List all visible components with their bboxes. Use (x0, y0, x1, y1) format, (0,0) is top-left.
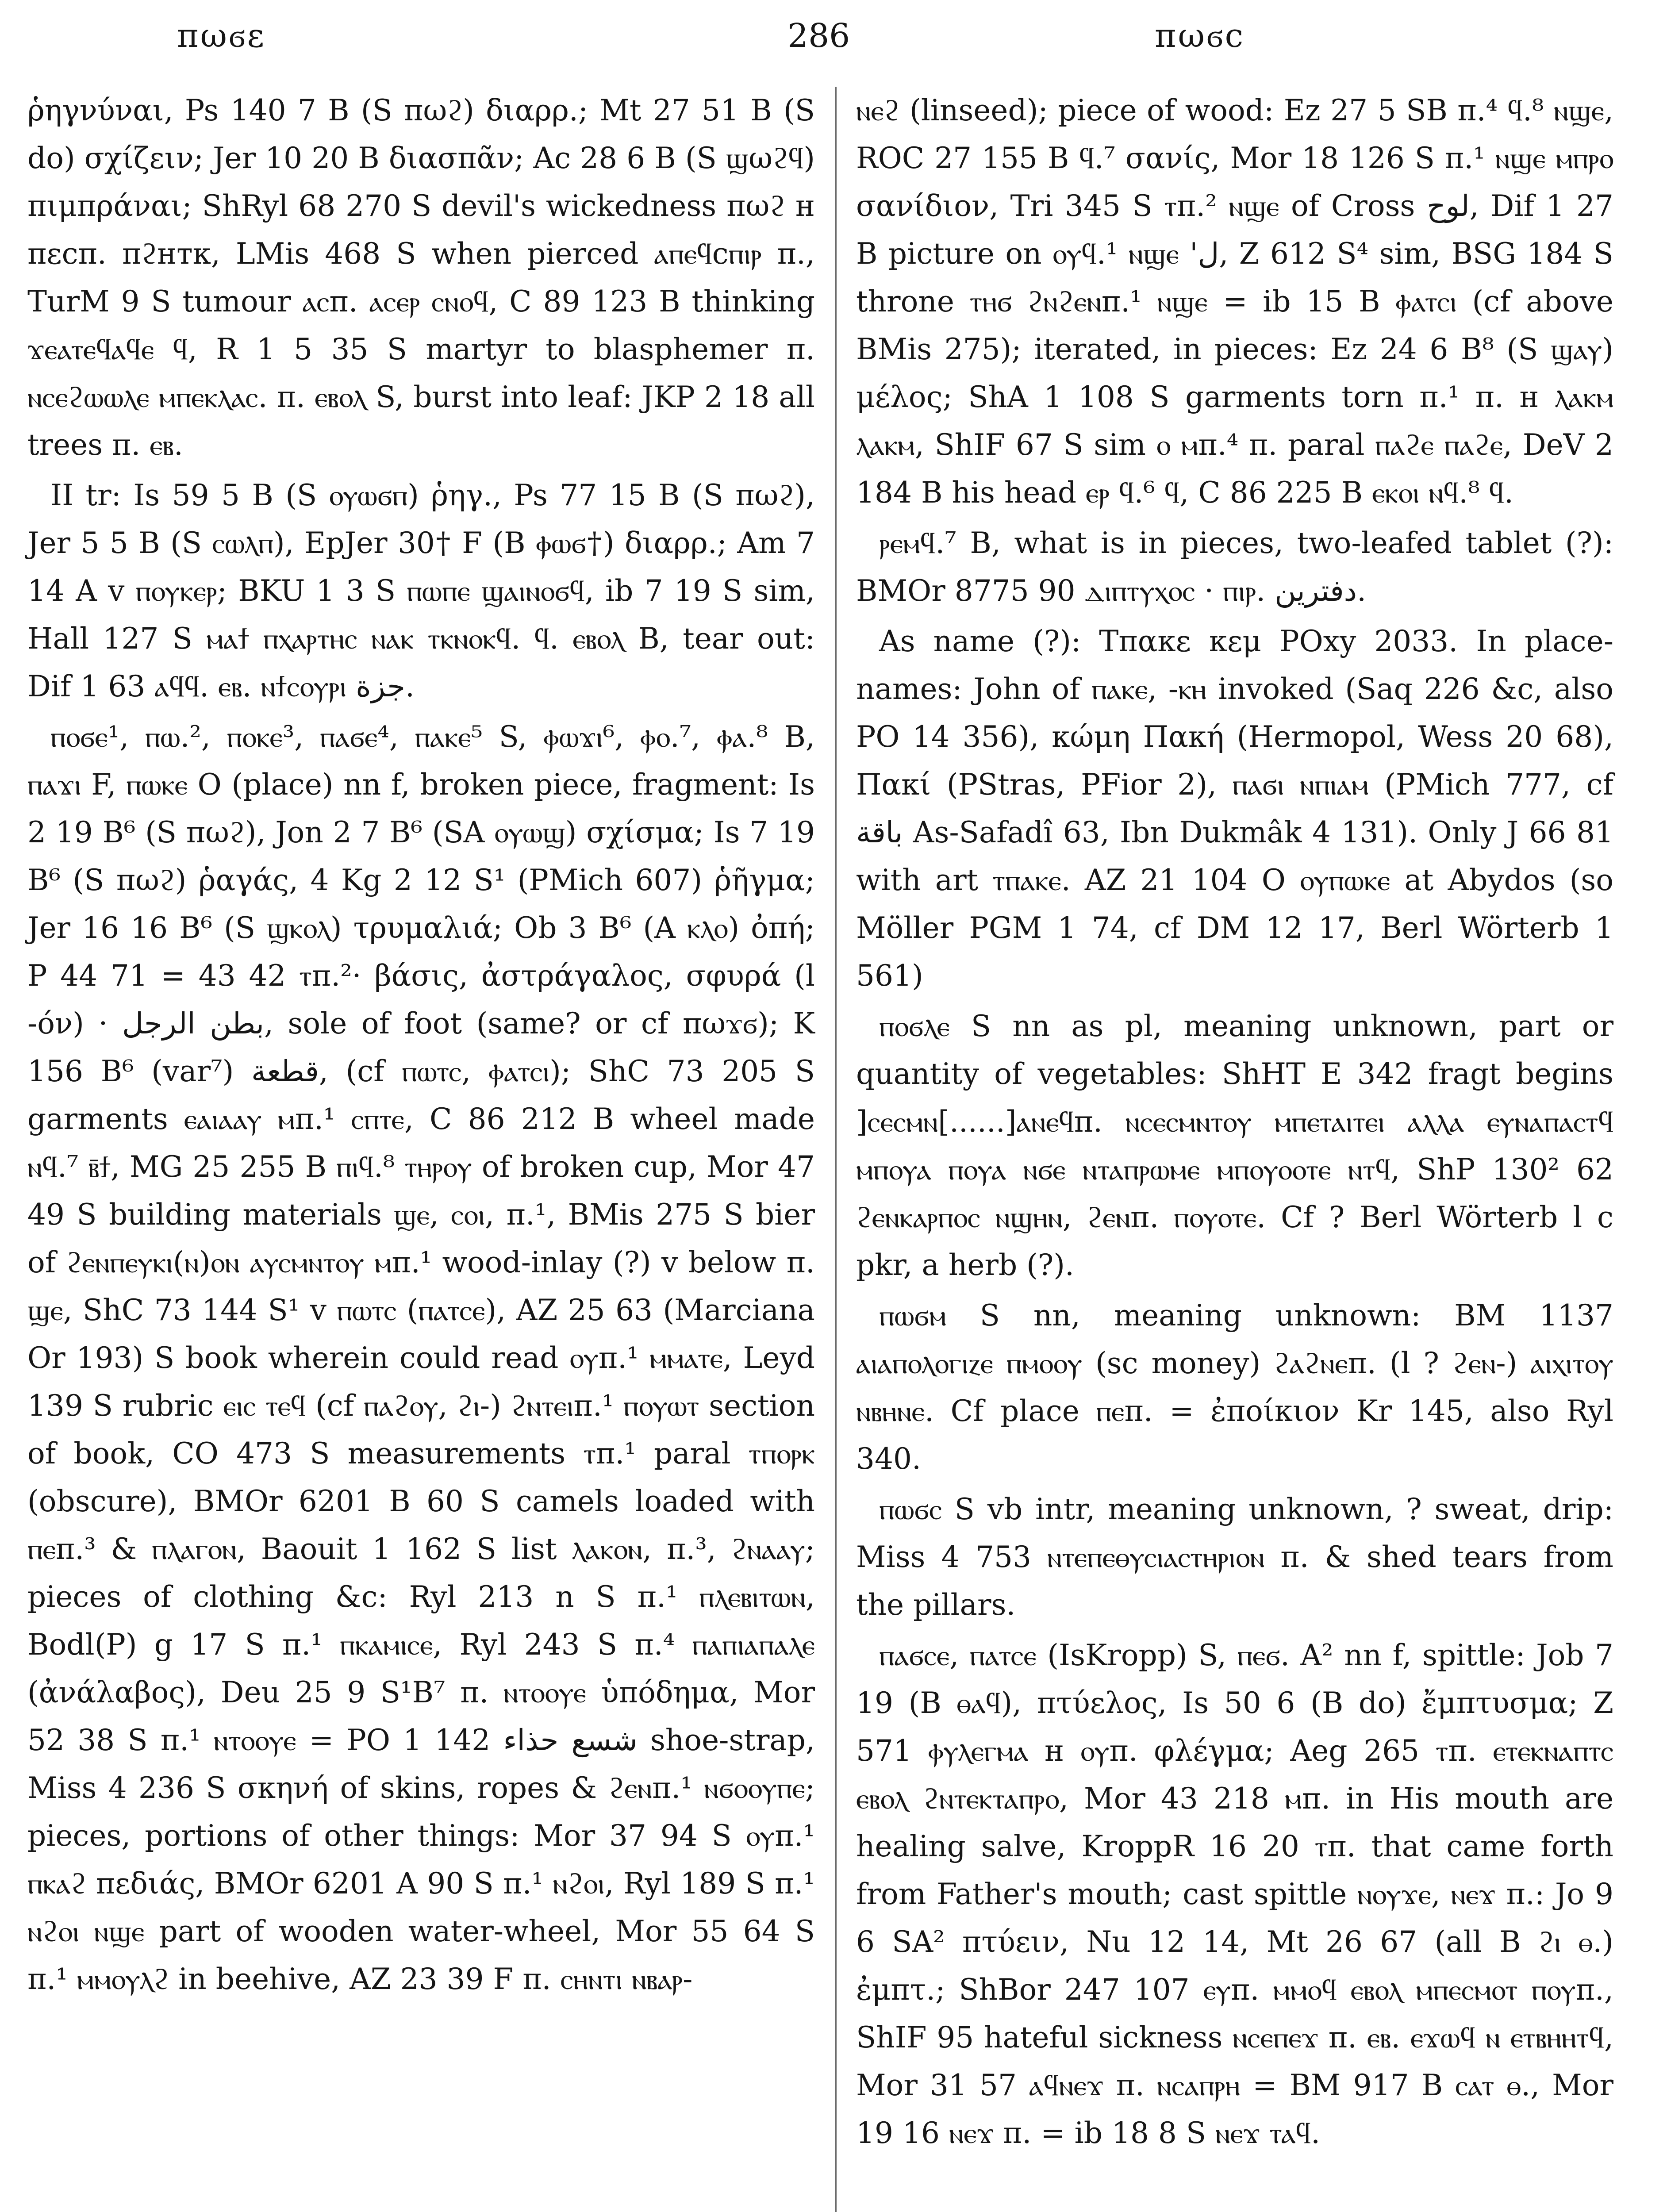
page-number: 286 (787, 17, 850, 55)
entry-paragraph: As name (?): Τπακε κεμ POxy 2033. In place-names: John of ⲡⲁⲕⲉ, -ⲕⲏ invoked (Saq 226 &c, also PO 14 356), κώμη Πακή (Hermopol, Wess 20 68), Πακί (PStras, PFior 2), ⲡⲁϭⲓ ⲛⲡⲓⲁⲙ (PMich 777, cf باقة As-Safadî 63, Ibn Dukmâk 4 131). Only J 66 81 with art ⲧⲡⲁⲕⲉ. AZ 21 104 O ⲟⲩⲡⲱⲕⲉ at Abydos (so Möller PGM 1 74, cf DM 12 17, Berl Wörterb 1 561) (856, 624, 1613, 993)
entry-paragraph: ⲣⲉⲙϥ.⁷ B, what is in pieces, two-leafed tablet (?): BMOr 8775 90 ⲇⲓⲡⲧⲩⲭⲟⲥ · ⲡⲓⲣ. دفترين. (856, 526, 1613, 608)
left-column (27, 87, 815, 2006)
entry-paragraph: ῥηγνύναι, Ps 140 7 B (S πωϩ) διαρρ.; Mt 27 51 B (S do) σχίζειν; Jer 10 20 B διασπᾶν; Ac 28 6 B (S ϣωϩϥ) πιμπράναι; ShRyl 68 270 S devil's wickedness πωϩ н πεсπ. πϩнтк, LMis 468 S when pierced ⲁⲡⲉϥϲⲡⲓⲣ π., TurM 9 S tumour ⲁⲥπ. ⲁⲥⲉⲣ ⲥⲛⲟϥ, C 89 123 B thinking ϫⲉⲁⲧⲉϥⲁϥⲉ ϥ, R 1 5 35 S martyr to blasphemer π. ⲛⲥⲉϩⲱⲱⲗⲉ ⲙⲡⲉⲕⲗⲁⲥ. π. ⲉⲃⲟⲗ S, burst into leaf: JKP 2 18 all trees π. ⲉⲃ. (27, 93, 815, 462)
entry-paragraph: II tr: Is 59 5 B (S ⲟⲩⲱϭⲡ) ῥηγ., Ps 77 15 B (S πωϩ), Jer 5 5 B (S ⲥⲱⲗⲡ), EpJer 30† F (B ⲫⲱϭ†) διαρρ.; Am 7 14 A v ⲡⲟⲩⲕⲉⲣ; BKU 1 3 S ⲡⲱⲡⲉ ϣⲁⲓⲛⲟϭϥ, ib 7 19 S sim, Hall 127 S ⲙⲁϯ ⲡⲭⲁⲣⲧⲏⲥ ⲛⲁⲕ ⲧⲕⲛⲟⲕϥ. ϥ. ⲉⲃⲟⲗ B, tear out: Dif 1 63 ⲁϥϥ. ⲉⲃ. ⲛϯⲥⲟⲩⲣⲓ ﺟﺰة. (27, 478, 815, 703)
entry-paragraph: ⲡⲱϭⲥ S vb intr, meaning unknown, ? sweat, drip: Miss 4 753 ⲛⲧⲉⲡⲉⲑⲩⲥⲓⲁⲥⲧⲏⲣⲓⲟⲛ π. & shed tears from the pillars. (856, 1492, 1613, 1622)
entry-paragraph: ⲡⲁϭⲥⲉ, ⲡⲁⲧⲥⲉ (IsKropp) S, ⲡⲉϭ. A² nn f, spittle: Job 7 19 (B ⲑⲁϥ), πτύελος, Is 50 6 (B do) ἔμπτυσμα; Z 571 ⲫⲩⲗⲉⲅⲙⲁ н ⲟⲩπ. φλέγμα; Aeg 265 ⲧπ. ⲉⲧⲉⲕⲛⲁⲡⲧⲥ ⲉⲃⲟⲗ ϩⲛⲧⲉⲕⲧⲁⲡⲣⲟ, Mor 43 218 ⲙπ. in His mouth are healing salve, KroppR 16 20 ⲧπ. that came forth from Father's mouth; cast spittle ⲛⲟⲩϫⲉ, ⲛⲉϫ π.: Jo 9 6 SA² πτύειν, Nu 12 14, Mt 26 67 (all B ϩⲓ ⲑ.) ἐμπτ.; ShBor 247 107 ⲉⲩπ. ⲙⲙⲟϥ ⲉⲃⲟⲗ ⲙⲡⲉⲥⲙⲟⲧ ⲡⲟⲩπ., ShIF 95 hateful sickness ⲛⲥⲉⲡⲉϫ π. ⲉⲃ. ⲉϫⲱϥ ⲛ ⲉⲧⲃⲏⲏⲧϥ, Mor 31 57 ⲁϥⲛⲉϫ π. ⲛⲥⲁⲡⲣⲏ = BM 917 B ⲥⲁⲧ ⲑ., Mor 19 16 ⲛⲉϫ π. = ib 18 8 S ⲛⲉϫ ⲧⲁϥ. (856, 1638, 1613, 2150)
running-head-left: πωϭε (177, 17, 266, 55)
entry-paragraph: ⲡⲱϭⲙ S nn, meaning unknown: BM 1137 ⲁⲓⲁⲡⲟⲗⲟⲅⲓⲍⲉ ⲡⲙⲟⲟⲩ (sc money) ϩⲁϩⲛⲉπ. (l ? ϩⲉⲛ-) ⲁⲓⲭⲓⲧⲟⲩ ⲛⲃⲏⲛⲉ. Cf place ⲡⲉπ. = ἐποίκιον Kr 145, also Ryl 340. (856, 1298, 1613, 1476)
entry-paragraph: ⲛⲉϩ (linseed); piece of wood: Ez 27 5 SB π.⁴ ϥ.⁸ ⲛϣⲉ, ROC 27 155 B ϥ.⁷ σανίς, Mor 18 126 S π.¹ ⲛϣⲉ ⲙⲡⲣⲟ σανίδιον, Tri 345 S ⲧπ.² ⲛϣⲉ of Cross لوح, Dif 1 27 B picture on ⲟⲩϥ.¹ ⲛϣⲉ 'ل, Z 612 S⁴ sim, BSG 184 S throne ⲧⲏϭ ϩⲛϩⲉⲛπ.¹ ⲛϣⲉ = ib 15 B ⲫⲁⲧⲥⲓ (cf above BMis 275); iterated, in pieces: Ez 24 6 B⁸ (S ϣⲁⲩ) μέλος; ShA 1 108 S garments torn π.¹ π. н ⲗⲁⲕⲙ ⲗⲁⲕⲙ, ShIF 67 S sim ⲟ ⲙπ.⁴ π. paral ⲡⲁϩⲉ ⲡⲁϩⲉ, DeV 2 184 B his head ⲉⲣ ϥ.⁶ ϥ, C 86 225 B ⲉⲕⲟⲓ ⲛϥ.⁸ ϥ. (856, 93, 1613, 510)
right-column (856, 87, 1613, 2160)
entry-paragraph: ⲡⲟϭⲉ¹, ⲡⲱ.², ⲡⲟⲕⲉ³, ⲡⲁϭⲉ⁴, ⲡⲁⲕⲉ⁵ S, ⲫⲱϫⲓ⁶, ⲫⲟ.⁷, ⲫⲁ.⁸ B, ⲡⲁϫⲓ F, ⲡⲱⲕⲉ O (place) nn f, broken piece, fragment: Is 2 19 B⁶ (S πωϩ), Jon 2 7 B⁶ (SA ⲟⲩⲱϣ) σχίσμα; Is 7 19 B⁶ (S πωϩ) ῥαγάς, 4 Kg 2 12 S¹ (PMich 607) ῥῆγμα; Jer 16 16 B⁶ (S ϣⲕⲟⲗ) τρυμαλιά; Ob 3 B⁶ (A ⲕⲗⲟ) ὀπή; P 44 71 = 43 42 ⲧπ.²· βάσις, ἀστράγαλος, σφυρά (l -όν) · ﺑﻄﻦ الرجل, sole of foot (same? or cf πωϫϭ); K 156 B⁶ (var⁷) قطعة, (cf ⲡⲱⲧⲥ, ⲫⲁⲧⲥⲓ); ShC 73 205 S garments ⲉⲁⲓⲁⲁⲩ ⲙπ.¹ ⲥⲡⲧⲉ, C 86 212 B wheel made ⲛϥ.⁷ ⲃ̄ϯ, MG 25 255 B ⲡⲓϥ.⁸ ⲧⲏⲣⲟⲩ of broken cup, Mor 47 49 S building materials ϣⲉ, ⲥⲟⲓ, π.¹, BMis 275 S bier of ϩⲉⲛⲡⲉⲩⲕⲓ(ⲛ)ⲟⲛ ⲁⲩⲥⲙⲛⲧⲟⲩ ⲙπ.¹ wood-inlay (?) v below π. ϣⲉ, ShC 73 144 S¹ v ⲡⲱⲧⲥ (ⲡⲁⲧⲥⲉ), AZ 25 63 (Marciana Or 193) S book wherein could read ⲟⲩπ.¹ ⲙⲙⲁⲧⲉ, Leyd 139 S rubric ⲉⲓⲥ ⲧⲉϥ (cf ⲡⲁϩⲟⲩ, ϩⲓ-) ϩⲛⲧⲉⲓπ.¹ ⲡⲟⲩⲱⲧ section of book, CO 473 S measurements ⲧπ.¹ paral ⲧⲡⲟⲣⲕ (obscure), BMOr 6201 B 60 S camels loaded with ⲡⲉπ.³ & ⲡⲗⲁⲅⲟⲛ, Baouit 1 162 S list ⲗⲁⲕⲟⲛ, π.³, ϩⲛⲁⲁⲩ; pieces of clothing &c: Ryl 213 n S π.¹ ⲡⲗⲉⲃⲓⲧⲱⲛ, Bodl(P) g 17 S π.¹ ⲡⲕⲁⲙⲓⲥⲉ, Ryl 243 S π.⁴ ⲡⲁⲡⲓⲁⲡⲁⲗⲉ (ἀνάλαβος), Deu 25 9 S¹B⁷ π. ⲛⲧⲟⲟⲩⲉ ὑπόδημα, Mor 52 38 S π.¹ ⲛⲧⲟⲟⲩⲉ = PO 1 142 شسع حذاء shoe-strap, Miss 4 236 S σκηνή of skins, ropes & ϩⲉⲛπ.¹ ⲛϭⲟⲟⲩⲡⲉ; pieces, portions of other things: Mor 37 94 S ⲟⲩπ.¹ ⲡⲕⲁϩ πεδιάς, BMOr 6201 A 90 S π.¹ ⲛϩⲟⲓ, Ryl 189 S π.¹ ⲛϩⲟⲓ ⲛϣⲉ part of wooden water-wheel, Mor 55 64 S π.¹ ⲙⲙⲟⲩⲗϩ in beehive, AZ 23 39 F π. ⲥⲏⲛⲧⲓ ⲛⲃⲁⲣ- (27, 720, 815, 1996)
column-divider (835, 87, 837, 2212)
entry-paragraph: ⲡⲟϭⲗⲉ S nn as pl, meaning unknown, part or quantity of vegetables: ShHT E 342 fragt begins ]ⲥⲉⲥⲙⲛ[......]ⲁⲛⲉϥπ. ⲛⲥⲉⲥⲙⲛⲧⲟⲩ ⲙⲡⲉⲧⲁⲓⲧⲉⲓ ⲁⲗⲗⲁ ⲉⲩⲛⲁⲡⲁⲥⲧϥ ⲙⲡⲟⲩⲁ ⲡⲟⲩⲁ ⲛϭⲉ ⲛⲧⲁⲡⲣⲱⲙⲉ ⲙⲡⲟⲩⲟⲟⲧⲉ ⲛⲧϥ, ShP 130² 62 ϩⲉⲛⲕⲁⲣⲡⲟⲥ ⲛϣⲏⲛ, ϩⲉⲛπ. ⲡⲟⲩⲟⲧⲉ. Cf ? Berl Wörterb l c pkr, a herb (?). (856, 1009, 1613, 1282)
running-head-right: πωϭϲ (1155, 17, 1245, 55)
